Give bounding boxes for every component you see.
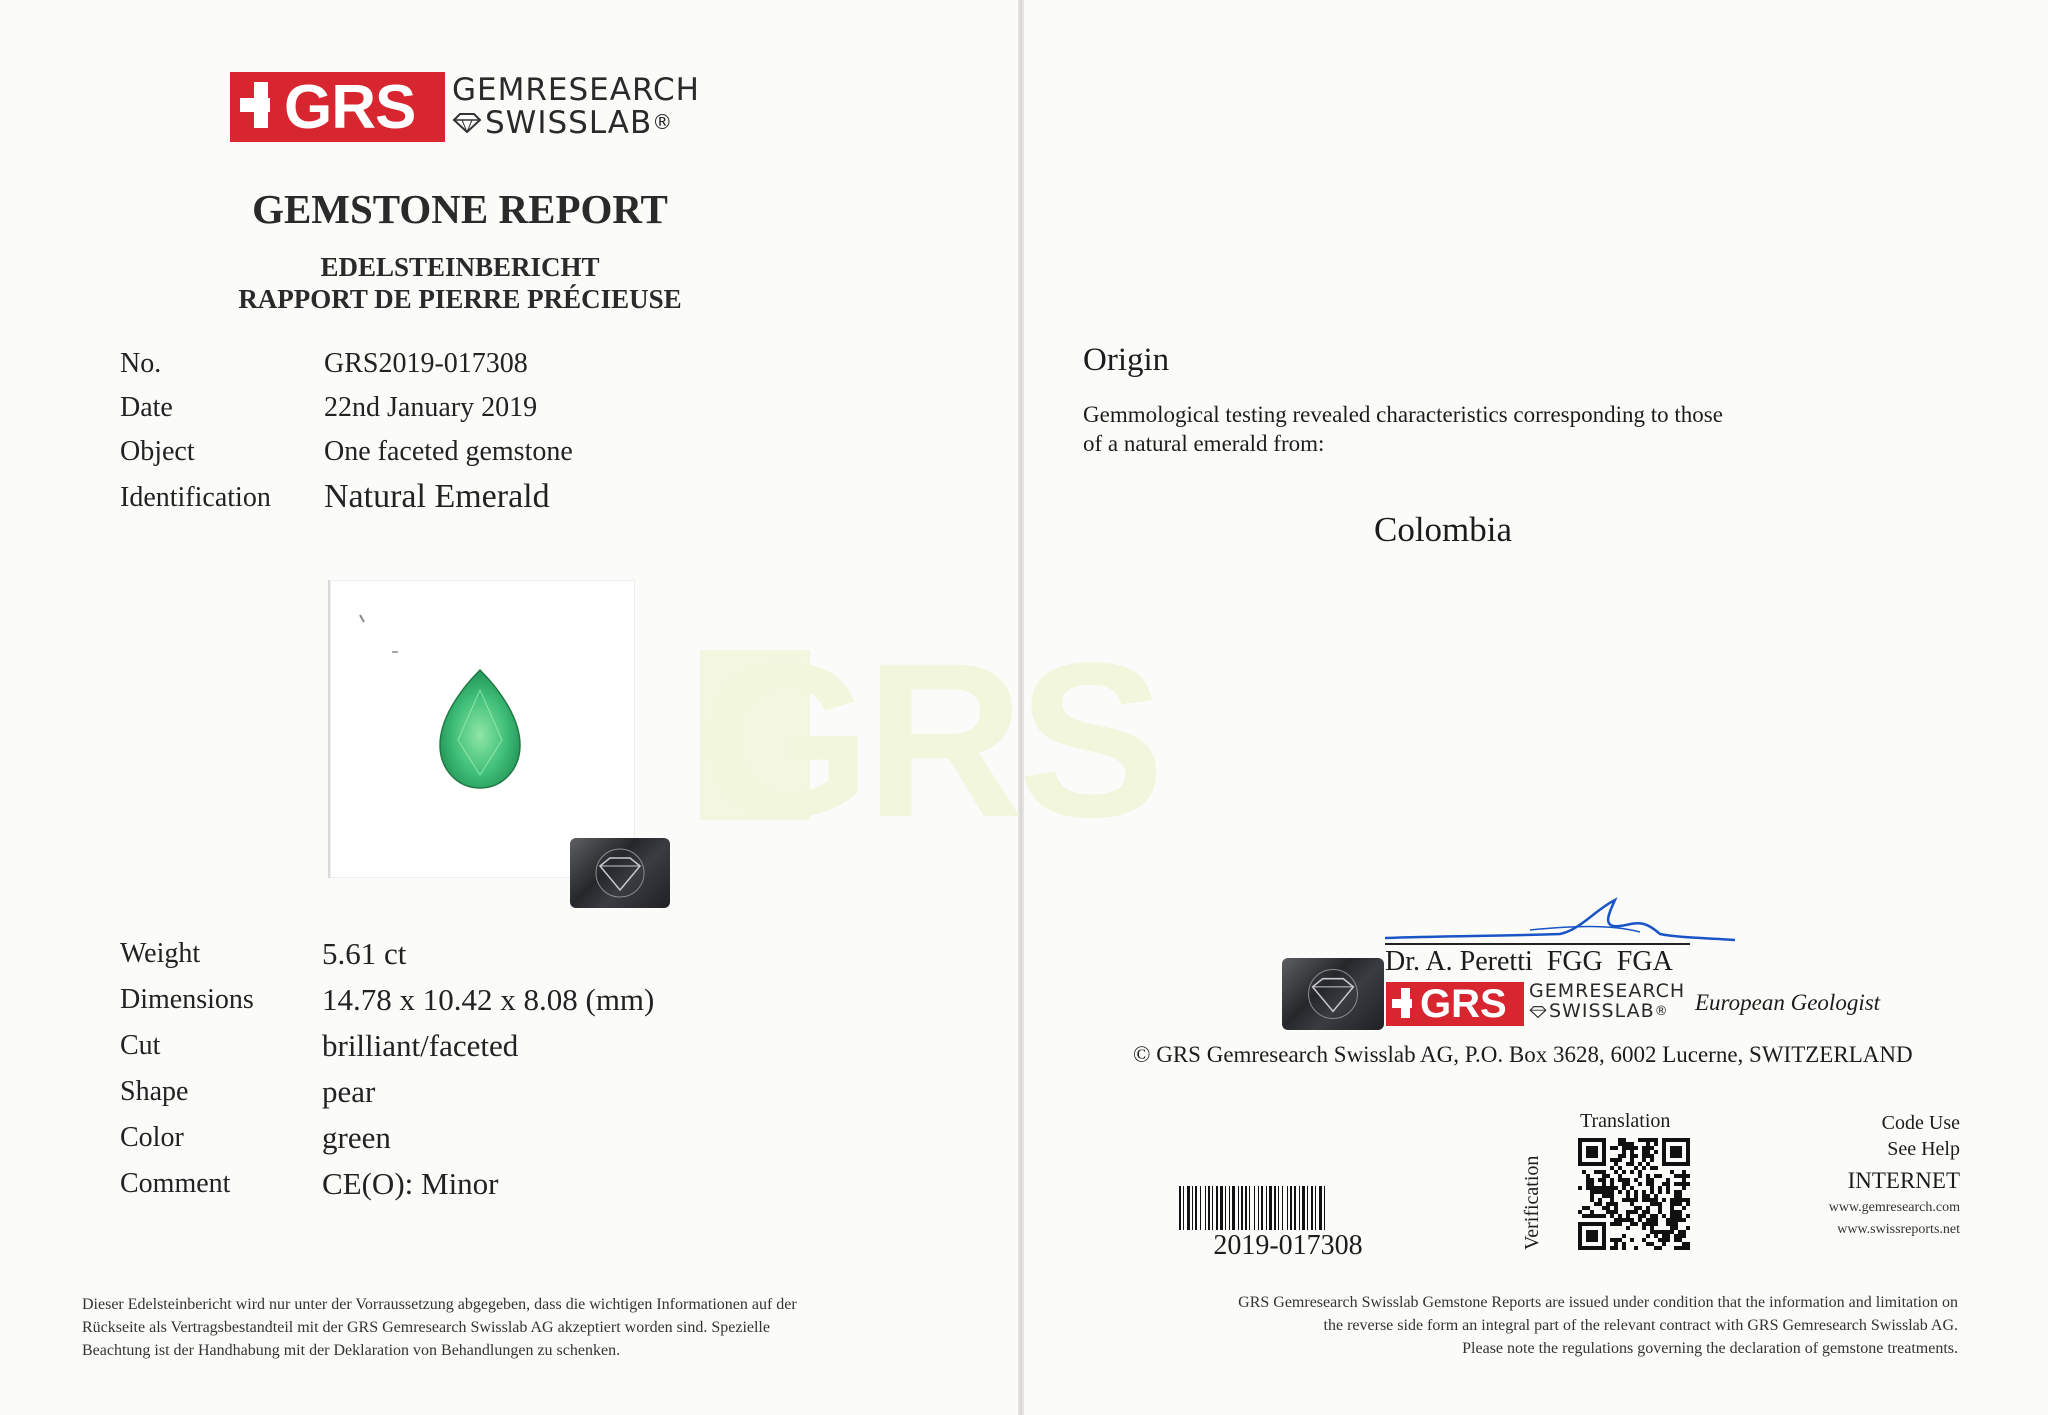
code-use-line: See Help	[1887, 1138, 1960, 1160]
disclaimer-en-line: Please note the regulations governing the declaration of gemstone treatments.	[1462, 1340, 1958, 1357]
white-cross-icon	[1392, 982, 1412, 1026]
hologram-seal-icon	[1282, 958, 1384, 1030]
gemstone-photo	[328, 580, 635, 878]
logo-mark: GRS	[284, 72, 416, 142]
code-use-line: Code Use	[1881, 1112, 1960, 1134]
logo-wordmark	[1529, 982, 1685, 1022]
logo-registered: ®	[1654, 1004, 1669, 1020]
property-label: Color	[120, 1122, 184, 1153]
grs-logo-small	[1386, 982, 1686, 1026]
detail-value: 22nd January 2019	[324, 392, 538, 423]
hologram-seal-icon	[570, 838, 670, 908]
company-address: © GRS Gemresearch Swisslab AG, P.O. Box 3628, 6002 Lucerne, SWITZERLAND	[1133, 1042, 1913, 1067]
url-swissreports[interactable]: www.swissreports.net	[1837, 1222, 1960, 1237]
origin-text-line: Gemmological testing revealed characteristics corresponding to those	[1083, 402, 1723, 427]
report-subtitle-fr: RAPPORT DE PIERRE PRÉCIEUSE	[238, 284, 682, 314]
white-cross-icon	[240, 72, 270, 142]
logo-line1: GEMRESEARCH	[1529, 980, 1686, 1002]
property-value: CE(O): Minor	[322, 1166, 499, 1201]
property-value: green	[322, 1120, 391, 1155]
detail-label: No.	[120, 348, 162, 379]
origin-heading: Origin	[1083, 342, 1170, 378]
grs-logo	[230, 72, 700, 142]
verification-label: Verification	[1521, 1155, 1543, 1250]
property-value: pear	[322, 1074, 376, 1109]
detail-label: Object	[120, 436, 195, 467]
logo-red-block	[230, 72, 445, 142]
disclaimer-en-line: the reverse side form an integral part of the relevant contract with GRS Gemresearch Swisslab AG.	[1323, 1317, 1958, 1334]
logo-line1: GEMRESEARCH	[452, 72, 700, 108]
disclaimer-de	[82, 1293, 982, 1362]
qr-label: Translation	[1580, 1110, 1671, 1132]
logo-mark: GRS	[1420, 981, 1507, 1026]
disclaimer-de-line: Beachtung ist der Handhabung mit der Deklaration von Behandlungen zu schenken.	[82, 1342, 621, 1359]
property-label: Comment	[120, 1168, 231, 1199]
logo-wordmark	[452, 74, 700, 139]
detail-label: Identification	[120, 482, 271, 513]
code-use-text	[1820, 1110, 1960, 1162]
origin-text-line: of a natural emerald from:	[1083, 431, 1325, 456]
watermark-logo: GRS	[700, 617, 1159, 863]
property-value: 14.78 x 10.42 x 8.08 (mm)	[322, 982, 655, 1017]
disclaimer-de-line: Rückseite als Vertragsbestandteil mit der GRS Gemresearch Swisslab AG akzeptiert worden sind. Spezielle	[82, 1319, 770, 1336]
url-gemresearch[interactable]: www.gemresearch.com	[1828, 1200, 1960, 1215]
detail-value: GRS2019-017308	[324, 348, 528, 379]
origin-country: Colombia	[1373, 510, 1513, 549]
property-value: 5.61 ct	[322, 936, 407, 971]
property-label: Cut	[120, 1030, 161, 1061]
logo-registered: ®	[652, 110, 674, 135]
origin-text	[1083, 400, 1723, 458]
disclaimer-de-line: Dieser Edelsteinbericht wird nur unter der Vorraussetzung abgegeben, dass die wichtigen Informationen auf der	[82, 1296, 797, 1313]
detail-value-identification: Natural Emerald	[324, 478, 550, 515]
disclaimer-en	[1100, 1291, 1958, 1360]
property-label: Weight	[120, 938, 201, 969]
barcode-number: 2019-017308	[1213, 1230, 1363, 1261]
report-title: GEMSTONE REPORT	[252, 186, 668, 232]
logo-red-block	[1386, 982, 1524, 1026]
detail-label: Date	[120, 392, 173, 423]
signatory-title: European Geologist	[1695, 990, 1881, 1015]
property-label: Dimensions	[120, 984, 254, 1015]
property-value: brilliant/faceted	[322, 1028, 519, 1063]
barcode	[1177, 1186, 1399, 1230]
logo-line2: SWISSLAB	[485, 104, 653, 141]
internet-label: INTERNET	[1847, 1168, 1960, 1193]
signatory-name: Dr. A. Peretti FGG FGA	[1385, 946, 1673, 977]
logo-line2: SWISSLAB	[1549, 999, 1655, 1022]
diamond-icon	[452, 113, 482, 133]
diamond-icon	[1529, 1006, 1547, 1018]
disclaimer-en-line: GRS Gemresearch Swisslab Gemstone Reports are issued under condition that the information and limitation on	[1238, 1294, 1958, 1311]
detail-value: One faceted gemstone	[324, 436, 573, 467]
property-label: Shape	[120, 1076, 189, 1107]
qr-code[interactable]	[1578, 1138, 1690, 1250]
report-subtitle-de: EDELSTEINBERICHT	[320, 252, 600, 282]
emerald-stone	[330, 580, 635, 878]
